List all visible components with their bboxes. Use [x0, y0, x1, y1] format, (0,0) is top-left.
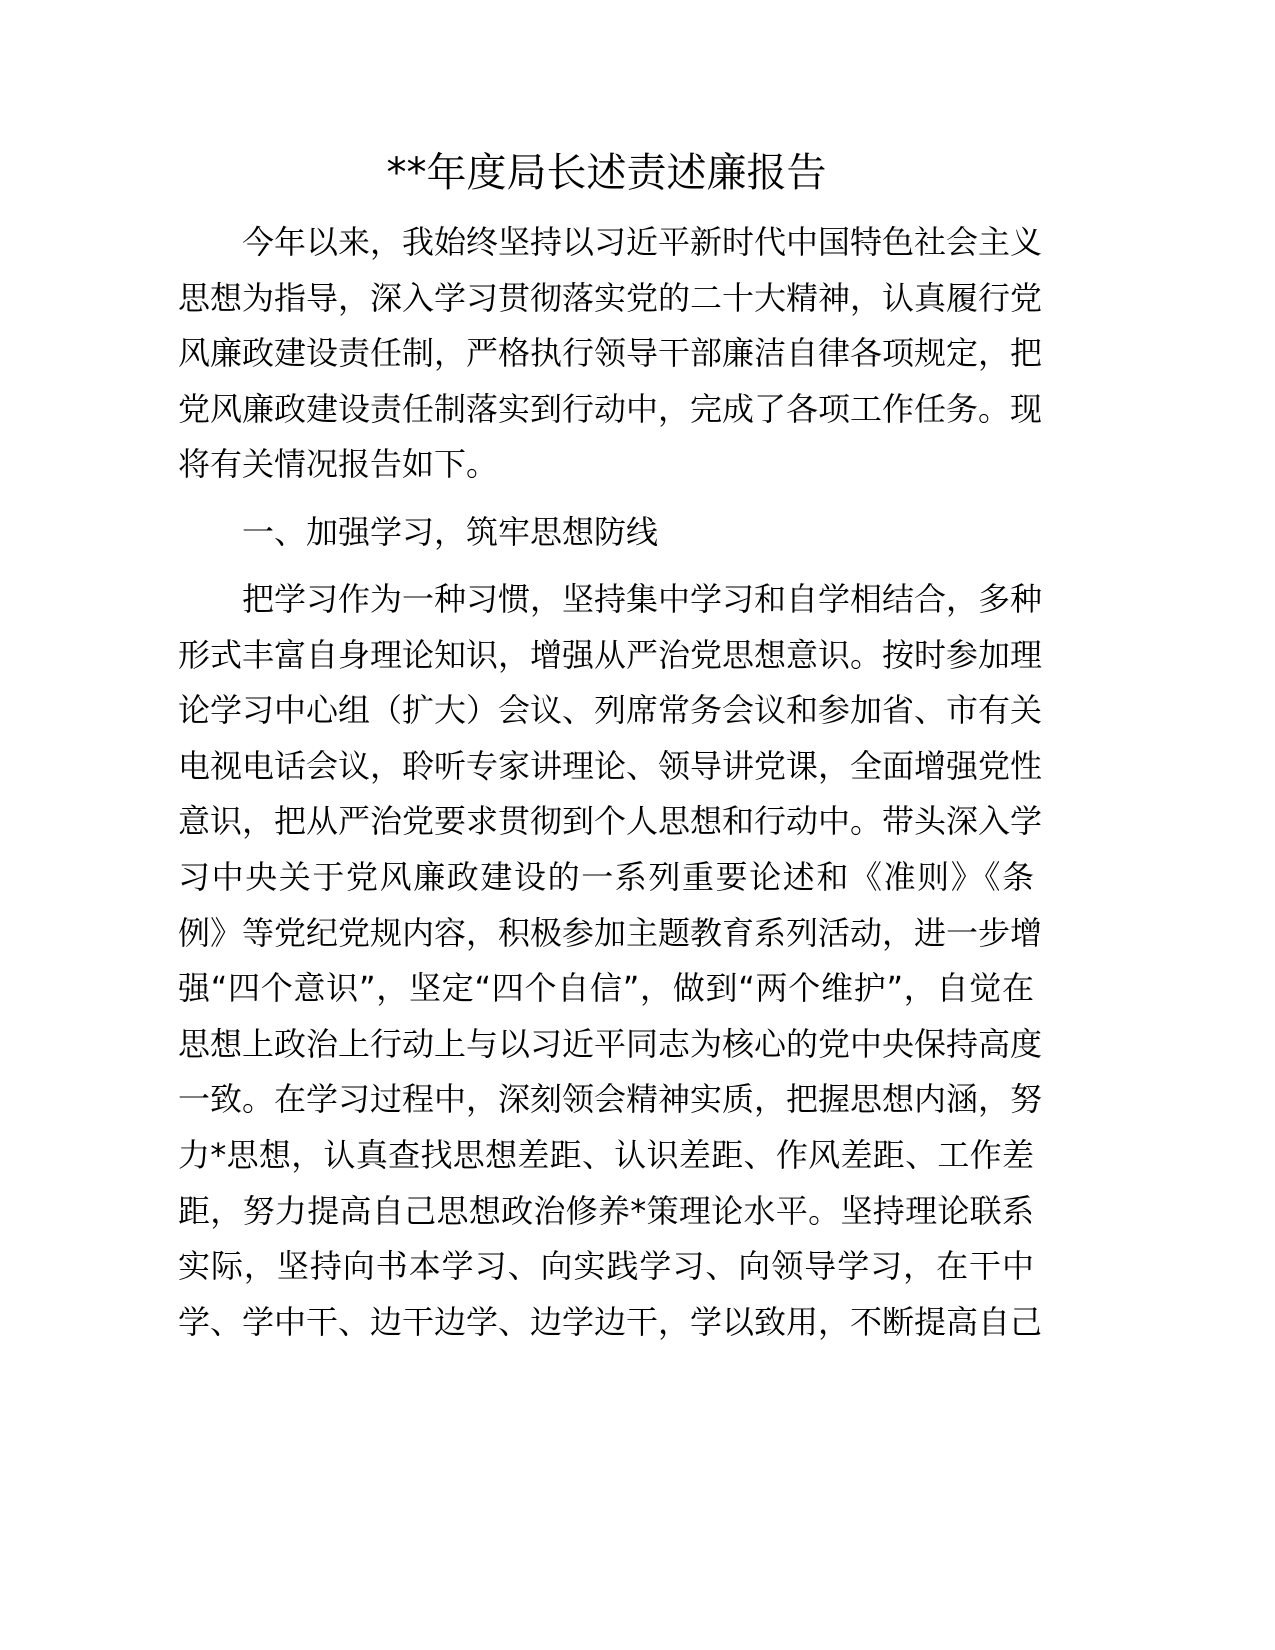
- study-paragraph: [178, 572, 1043, 1350]
- intro-paragraph: [178, 215, 1043, 493]
- paragraph-line: 强“四个意识”，坚定“四个自信”，做到“两个维护”，自觉在: [178, 969, 1034, 1008]
- paragraph-line: 风廉政建设责任制，严格执行领导干部廉洁自律各项规定，把: [178, 334, 1043, 373]
- paragraph-line: 将有关情况报告如下。: [178, 445, 499, 484]
- paragraph-line: 形式丰富自身理论知识，增强从严治党思想意识。按时参加理: [178, 635, 1043, 674]
- paragraph-line: 思想为指导，深入学习贯彻落实党的二十大精神，认真履行党: [178, 278, 1043, 317]
- paragraph-line: 力*思想，认真查找思想差距、认识差距、作风差距、工作差: [178, 1135, 1034, 1174]
- section-heading: [178, 505, 1034, 561]
- paragraph-line: 意识，把从严治党要求贯彻到个人思想和行动中。带头深入学: [178, 802, 1043, 841]
- paragraph-line: 例》等党纪党规内容，积极参加主题教育系列活动，进一步增: [178, 913, 1043, 952]
- paragraph-line: 论学习中心组（扩大）会议、列席常务会议和参加省、市有关: [178, 691, 1043, 730]
- paragraph-line: 习中央关于党风廉政建设的一系列重要论述和《准则》《条: [178, 857, 1034, 896]
- paragraph-line: 学、学中干、边干边学、边学边干，学以致用，不断提高自己: [178, 1302, 1043, 1341]
- paragraph-line: 党风廉政建设责任制落实到行动中，完成了各项工作任务。现: [178, 389, 1043, 428]
- paragraph-line: 思想上政治上行动上与以习近平同志为核心的党中央保持高度: [178, 1024, 1043, 1063]
- paragraph-line: 距，努力提高自己思想政治修养*策理论水平。坚持理论联系: [178, 1191, 1034, 1230]
- paragraph-line: 把学习作为一种习惯，坚持集中学习和自学相结合，多种: [242, 580, 1043, 618]
- document-title: **年度局长述责述廉报告: [386, 150, 827, 196]
- paragraph-line: 电视电话会议，聆听专家讲理论、领导讲党课，全面增强党性: [178, 746, 1043, 785]
- paragraph-line: 一致。在学习过程中，深刻领会精神实质，把握思想内涵，努: [178, 1080, 1043, 1119]
- paragraph-line: 实际，坚持向书本学习、向实践学习、向领导学习，在干中: [178, 1247, 1034, 1286]
- paragraph-line: 今年以来，我始终坚持以习近平新时代中国特色社会主义: [242, 223, 1043, 261]
- section-heading-text: 一、加强学习，筑牢思想防线: [242, 513, 659, 551]
